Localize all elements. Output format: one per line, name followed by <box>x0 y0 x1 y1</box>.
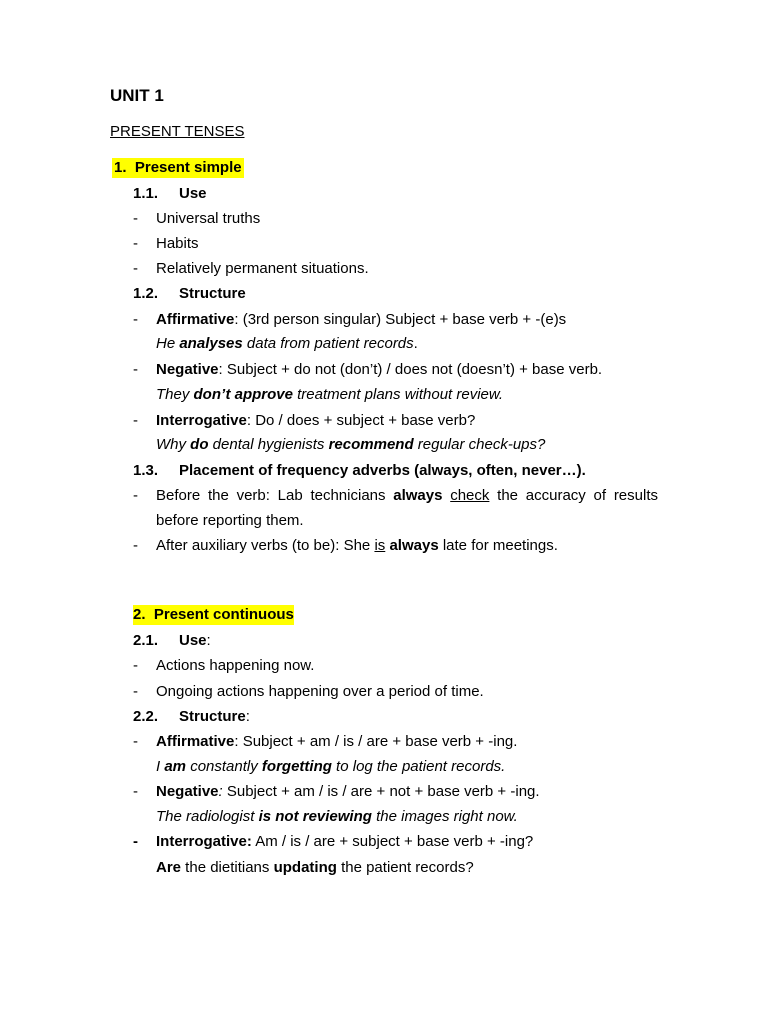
list-item: Universal truths <box>156 210 261 227</box>
bullet: - <box>133 412 138 429</box>
before-verb-continuation: before reporting them. <box>156 512 304 529</box>
negative-rule <box>156 782 540 802</box>
subsection-1-3-label: Placement of frequency adverbs (always, often, never…). <box>179 462 586 479</box>
auxiliary-verb: is <box>374 537 386 554</box>
example-verb: am <box>164 758 187 775</box>
example-verb: recommend <box>328 436 414 453</box>
word: accuracy <box>525 487 586 504</box>
rule-text: late for meetings. <box>438 537 558 554</box>
bullet: - <box>133 260 138 277</box>
bullet: - <box>133 783 138 800</box>
example-verb: forgetting <box>261 758 332 775</box>
word: verb: <box>236 487 270 504</box>
example-text: to log the patient records. <box>331 758 506 775</box>
bullet: - <box>133 487 138 504</box>
example-text: I <box>156 758 165 775</box>
negative-example <box>156 807 518 827</box>
subsection-2-2-label: Structure <box>179 708 246 725</box>
adverb: always <box>393 487 443 504</box>
verb: check <box>450 487 490 504</box>
example-text: constantly <box>186 758 262 775</box>
example-verb: updating <box>273 859 337 876</box>
interrogative-rule <box>156 411 475 431</box>
section-1-title: Present simple <box>134 159 242 176</box>
bullet: - <box>133 361 138 378</box>
subsection-2-1-number: 2.1. <box>133 632 159 649</box>
section-2-heading <box>133 605 294 625</box>
bullet: - <box>133 733 138 750</box>
interrogative-text: Am / is / are + subject + base verb + -ing? <box>251 833 534 850</box>
affirmative-text: : Subject + am / is / are + base verb + -ing. <box>234 733 518 750</box>
list-item: Relatively permanent situations. <box>156 260 369 277</box>
interrogative-example <box>156 858 474 878</box>
affirmative-example <box>156 757 505 777</box>
list-item: Actions happening now. <box>156 657 315 674</box>
adverb: always <box>389 537 439 554</box>
list-item: Ongoing actions happening over a period of time. <box>156 683 484 700</box>
example-text: treatment plans without review. <box>292 386 504 403</box>
example-verb: don’t approve <box>193 386 293 403</box>
section-1-heading <box>112 158 244 178</box>
example-verb: is not reviewing <box>258 808 372 825</box>
affirmative-rule <box>156 310 566 330</box>
word: the <box>497 487 519 504</box>
bullet: - <box>133 537 138 554</box>
example-text: data from patient records <box>242 335 414 352</box>
interrogative-text: : Do / does + subject + base verb? <box>246 412 476 429</box>
interrogative-label: Interrogative <box>156 412 247 429</box>
bullet: - <box>133 683 138 700</box>
example-text: They <box>156 386 194 403</box>
negative-text: Subject + am / is / are + not + base verb + -ing. <box>222 783 540 800</box>
bullet: - <box>133 210 138 227</box>
example-text: dental hygienists <box>208 436 329 453</box>
affirmative-label: Affirmative <box>156 311 235 328</box>
before-verb-rule <box>156 486 658 506</box>
affirmative-rule <box>156 732 517 752</box>
example-text: the patient records? <box>336 859 474 876</box>
word: results <box>613 487 658 504</box>
bullet: - <box>133 657 138 674</box>
word: Before <box>156 487 201 504</box>
example-verb: analyses <box>179 335 243 352</box>
subsection-2-1-heading <box>179 631 211 651</box>
interrogative-label: Interrogative: <box>156 833 252 850</box>
section-1-number: 1. <box>114 159 127 176</box>
colon: : <box>206 632 211 649</box>
section-2-number: 2. <box>133 606 146 623</box>
negative-label: Negative <box>156 783 219 800</box>
affirmative-text: : (3rd person singular) Subject + base verb + -(e)s <box>234 311 567 328</box>
word: Lab <box>277 487 303 504</box>
subsection-1-3-number: 1.3. <box>133 462 159 479</box>
subsection-1-2-number: 1.2. <box>133 285 159 302</box>
subsection-1-1-number: 1.1. <box>133 185 159 202</box>
section-heading: PRESENT TENSES <box>110 123 245 140</box>
example-period: . <box>413 335 418 352</box>
example-text: The radiologist <box>156 808 259 825</box>
example-text: the images right now. <box>371 808 518 825</box>
subsection-1-1-label: Use <box>179 185 207 202</box>
interrogative-rule <box>156 832 533 852</box>
rule-text: After auxiliary verbs (to be): She <box>156 537 375 554</box>
word: the <box>207 487 229 504</box>
bullet: - <box>133 311 138 328</box>
example-verb: Are <box>156 859 182 876</box>
subsection-2-2-number: 2.2. <box>133 708 159 725</box>
subsection-2-1-label: Use <box>179 632 207 649</box>
bullet: - <box>133 235 138 252</box>
word: technicians <box>310 487 386 504</box>
example-text: Why <box>156 436 191 453</box>
subsection-2-2-heading <box>179 707 250 727</box>
example-text: regular check-ups? <box>413 436 546 453</box>
section-2-title: Present continuous <box>153 606 294 623</box>
subsection-1-2-label: Structure <box>179 285 246 302</box>
after-auxiliary-rule <box>156 536 558 556</box>
negative-rule <box>156 360 602 380</box>
negative-text: : Subject + do not (don’t) / does not (doesn’t) + base verb. <box>218 361 603 378</box>
colon: : <box>245 708 250 725</box>
negative-example <box>156 385 503 405</box>
unit-title: UNIT 1 <box>110 86 164 105</box>
list-item: Habits <box>156 235 199 252</box>
colon: : <box>218 783 223 800</box>
negative-label: Negative <box>156 361 219 378</box>
example-text: the dietitians <box>181 859 274 876</box>
example-verb: do <box>190 436 209 453</box>
bullet: - <box>133 833 138 850</box>
word: of <box>593 487 607 504</box>
example-text: He <box>156 335 180 352</box>
interrogative-example <box>156 435 545 455</box>
affirmative-example <box>156 334 418 354</box>
affirmative-label: Affirmative <box>156 733 235 750</box>
